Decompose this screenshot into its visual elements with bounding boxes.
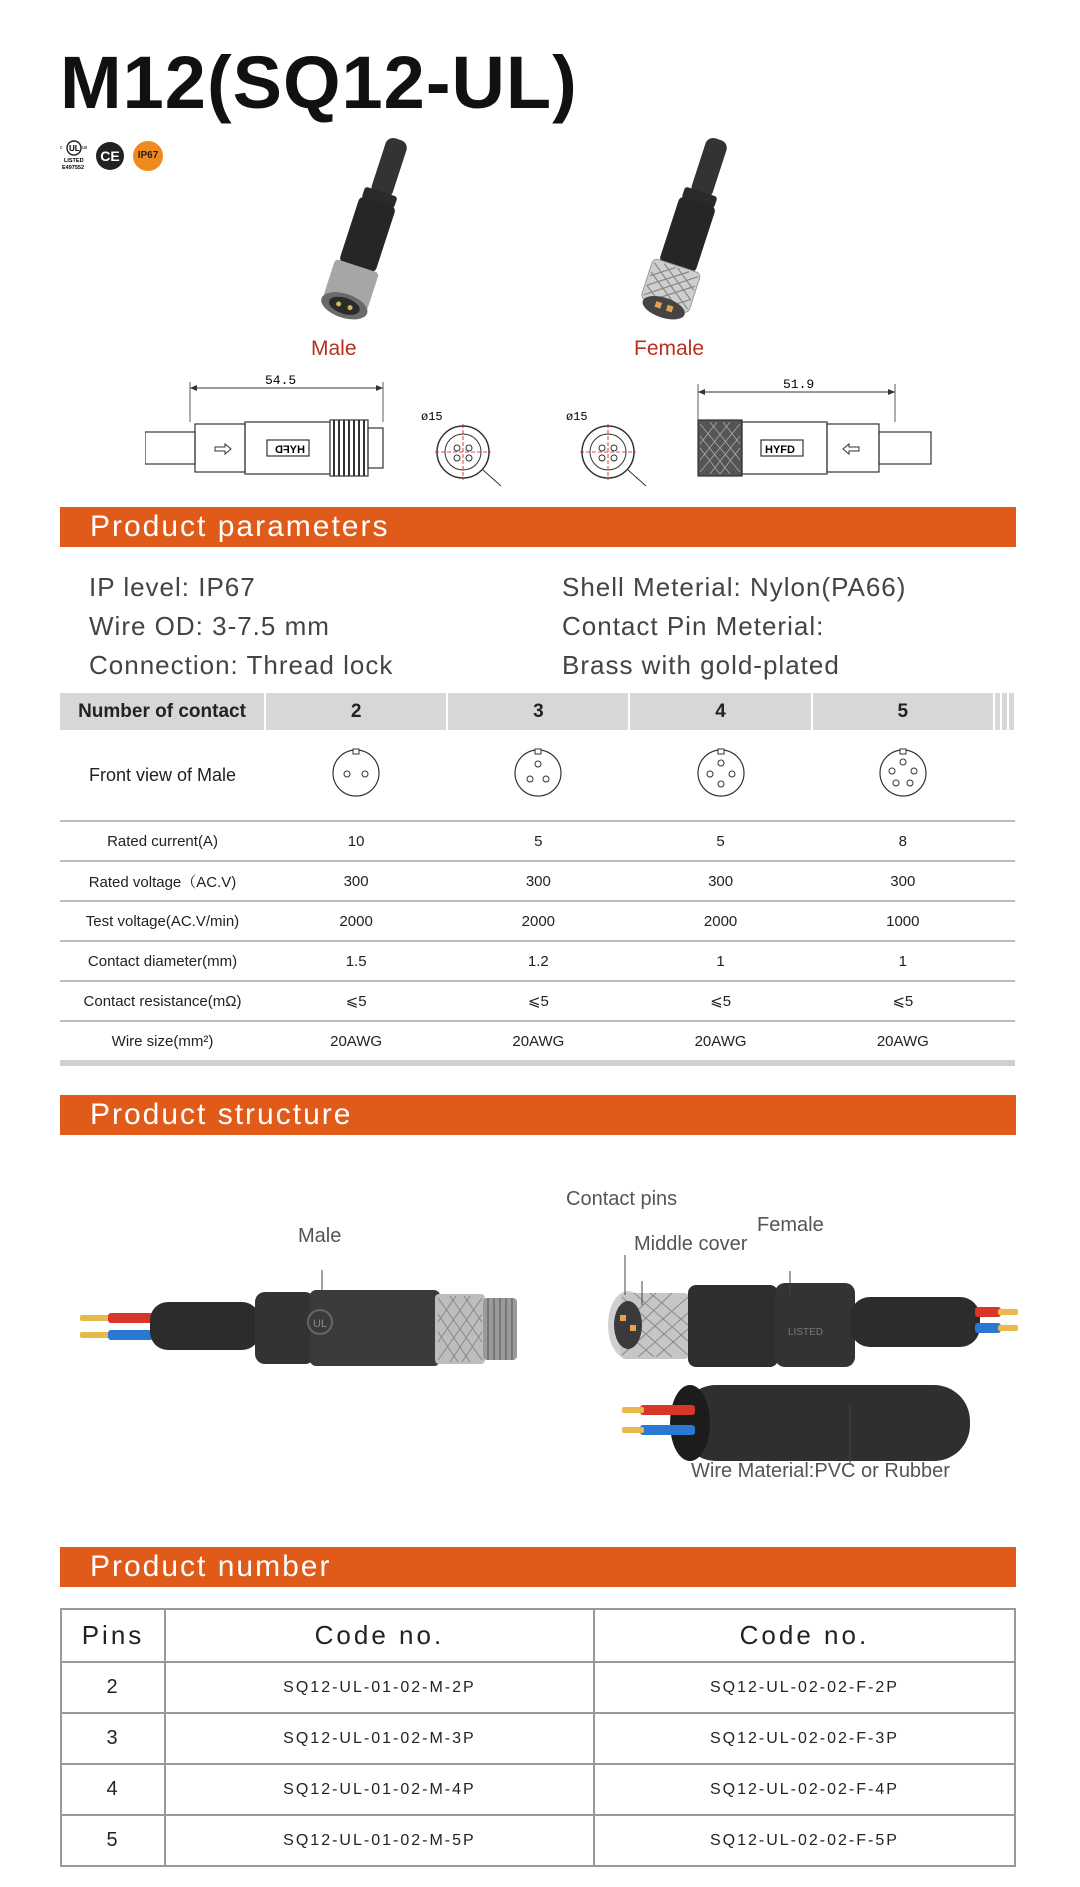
cell: SQ12-UL-02-02-F-5P [594,1815,1015,1866]
contact-pins-label: Contact pins [566,1188,678,1210]
female-caption: Female [634,337,705,360]
ul-text: UL [69,144,80,153]
cell: 20AWG [812,1021,994,1063]
ul-file-text: E497552 [62,165,85,171]
female-length-text: 51.9 [783,377,815,392]
cell: 20AWG [265,1021,447,1063]
param-shell-material: Shell Meterial: Nylon(PA66) [562,572,907,602]
row-label: Contact diameter(mm) [60,941,265,981]
cell: ⩽5 [265,981,447,1021]
column-header-pins: Pins [61,1609,165,1662]
row-label: Contact resistance(mΩ) [60,981,265,1021]
male-caption: Male [311,337,357,360]
table-row [60,861,1015,901]
param-ip-level: IP level: IP67 [89,572,256,602]
cell: 1 [812,941,994,981]
cell: 5 [447,821,629,861]
spec-contact-empty [1008,693,1015,730]
cell: 2000 [629,901,811,941]
cell: 300 [265,861,447,901]
page-title: M12(SQ12-UL) [60,41,578,124]
cell: 5 [629,821,811,861]
spec-contact-4: 4 [629,693,811,730]
spec-front-view-row [60,730,1015,821]
female-structure-image [600,1255,1020,1480]
table-row [61,1815,1015,1866]
female-dimension-drawing [695,372,940,487]
cell: 1.5 [265,941,447,981]
cell: 300 [447,861,629,901]
cell: 2000 [265,901,447,941]
table-row [61,1764,1015,1815]
cell: SQ12-UL-01-02-M-3P [165,1713,594,1764]
spec-contact-2: 2 [265,693,447,730]
cell: 1.2 [447,941,629,981]
param-connection: Connection: Thread lock [89,650,394,680]
male-length-text: 54.5 [265,373,297,388]
cell: 2 [61,1662,165,1713]
cell: SQ12-UL-01-02-M-2P [165,1662,594,1713]
cell: ⩽5 [812,981,994,1021]
pin-face-2-icon [265,730,447,821]
wire-material-label: Wire Material:PVC or Rubber [691,1460,950,1482]
cell: SQ12-UL-02-02-F-4P [594,1764,1015,1815]
spec-header-label: Number of contact [60,693,265,730]
section-structure-header: Product structure [60,1095,1016,1135]
male-dimension-drawing [145,372,390,487]
cell: SQ12-UL-02-02-F-3P [594,1713,1015,1764]
male-diameter-text: ø15 [421,410,443,424]
ce-icon: CE [96,142,124,170]
table-row [60,981,1015,1021]
ul-c-text: c [60,145,63,151]
cell: 300 [629,861,811,901]
front-view-label: Front view of Male [60,730,265,821]
cell: 3 [61,1713,165,1764]
svg-text:UL: UL [313,1318,328,1330]
cell: ⩽5 [629,981,811,1021]
row-label: Wire size(mm²) [60,1021,265,1063]
male-brand-text: HYFD [275,444,305,456]
cell: 1 [629,941,811,981]
cell: ⩽5 [447,981,629,1021]
listed-text: LISTED [788,1327,824,1338]
table-row [61,1662,1015,1713]
row-label: Test voltage(AC.V/min) [60,901,265,941]
ul-us-text: us [82,145,88,151]
spec-contact-empty [1001,693,1008,730]
pin-face-3-icon [447,730,629,821]
cell: SQ12-UL-01-02-M-5P [165,1815,594,1866]
pin-face-5-icon [812,730,994,821]
cell: 2000 [447,901,629,941]
cell: 4 [61,1764,165,1815]
table-row [60,901,1015,941]
male-front-drawing [415,408,515,493]
female-brand-text: HYFD [765,444,795,456]
structure-male-label: Male [298,1225,342,1247]
cell: 20AWG [629,1021,811,1063]
table-row [61,1713,1015,1764]
male-connector-image [300,130,440,335]
table-row [60,1021,1015,1063]
spec-table [60,693,1016,1066]
cell: 20AWG [447,1021,629,1063]
table-row [60,941,1015,981]
table-header-row [61,1609,1015,1662]
cell: 10 [265,821,447,861]
cell: 300 [812,861,994,901]
product-number-table [60,1608,1016,1867]
spec-header-row [60,693,1015,730]
structure-female-label: Female [757,1214,824,1236]
row-label: Rated current(A) [60,821,265,861]
ip67-icon: IP67 [133,141,163,171]
section-parameters-header: Product parameters [60,507,1016,547]
female-connector-image [620,130,760,335]
column-header-female-code: Code no. [594,1609,1015,1662]
table-row [60,821,1015,861]
section-number-header: Product number [60,1547,1016,1587]
cell: SQ12-UL-02-02-F-2P [594,1662,1015,1713]
spec-contact-empty [994,693,1001,730]
pin-face-4-icon [629,730,811,821]
param-wire-od: Wire OD: 3-7.5 mm [89,611,330,641]
param-contact-pin-material: Contact Pin Meterial: [562,611,825,641]
spec-contact-5: 5 [812,693,994,730]
ul-listed-text: LISTED [64,158,84,164]
cell: 8 [812,821,994,861]
female-front-drawing [560,408,660,493]
middle-cover-label: Middle cover [634,1233,748,1255]
cell: 1000 [812,901,994,941]
cell: SQ12-UL-01-02-M-4P [165,1764,594,1815]
row-label: Rated voltage（AC.V) [60,861,265,901]
column-header-male-code: Code no. [165,1609,594,1662]
female-diameter-text: ø15 [566,410,588,424]
cell: 5 [61,1815,165,1866]
ul-listed-icon [60,140,88,174]
spec-contact-3: 3 [447,693,629,730]
param-contact-pin-plating: Brass with gold-plated [562,650,840,680]
male-structure-image [70,1270,530,1405]
